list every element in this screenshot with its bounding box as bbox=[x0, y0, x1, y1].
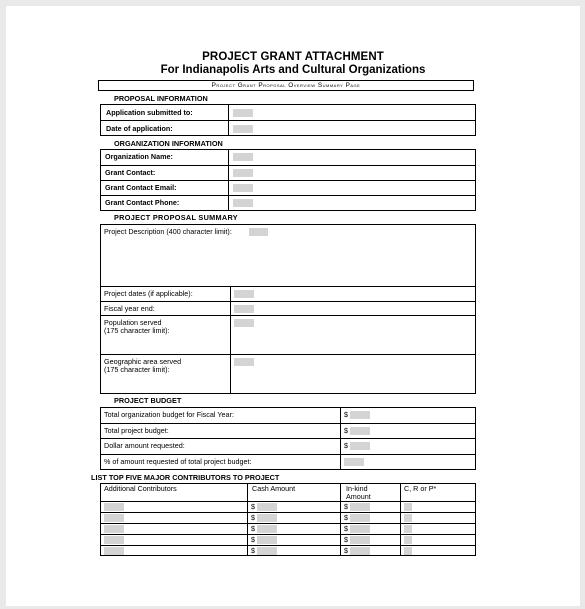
contributors-col-inkind-2: Amount bbox=[346, 492, 371, 501]
contributors-col-type: C, R or P* bbox=[404, 484, 437, 493]
org-budget-dollar: $ bbox=[344, 410, 348, 419]
organization-name-field[interactable] bbox=[233, 153, 253, 161]
amount-requested-field[interactable] bbox=[350, 442, 370, 450]
contributor-2-cash[interactable] bbox=[257, 514, 277, 522]
project-budget-heading: PROJECT BUDGET bbox=[114, 396, 182, 405]
org-budget-label: Total organization budget for Fiscal Year: bbox=[104, 410, 234, 419]
grant-contact-phone-label: Grant Contact Phone: bbox=[105, 198, 180, 207]
document-title: PROJECT GRANT ATTACHMENT bbox=[202, 51, 384, 63]
geographic-area-label: Geographic area served bbox=[104, 357, 182, 366]
date-of-application-field[interactable] bbox=[233, 125, 253, 133]
grant-contact-label: Grant Contact: bbox=[105, 168, 156, 177]
contributor-5-inkind[interactable] bbox=[350, 547, 370, 555]
contributor-3-cash[interactable] bbox=[257, 525, 277, 533]
contributor-2-type[interactable] bbox=[404, 514, 412, 522]
organization-name-label: Organization Name: bbox=[105, 152, 173, 161]
grant-contact-phone-field[interactable] bbox=[233, 199, 253, 207]
contributor-2-name[interactable] bbox=[104, 514, 124, 522]
project-summary-heading: PROJECT PROPOSAL SUMMARY bbox=[114, 213, 238, 222]
contributor-1-cash-dollar: $ bbox=[251, 502, 255, 511]
contributor-2-inkind-dollar: $ bbox=[344, 513, 348, 522]
contributor-3-inkind-dollar: $ bbox=[344, 524, 348, 533]
contributor-3-type[interactable] bbox=[404, 525, 412, 533]
contributor-1-inkind[interactable] bbox=[350, 503, 370, 511]
date-of-application-label: Date of application: bbox=[106, 124, 173, 133]
contributor-3-cash-dollar: $ bbox=[251, 524, 255, 533]
contributor-5-cash[interactable] bbox=[257, 547, 277, 555]
contributor-1-type[interactable] bbox=[404, 503, 412, 511]
geographic-limit-label: (175 character limit): bbox=[104, 365, 170, 374]
contributor-4-cash[interactable] bbox=[257, 536, 277, 544]
fiscal-year-end-label: Fiscal year end: bbox=[104, 304, 155, 313]
population-served-field[interactable] bbox=[234, 319, 254, 327]
geographic-area-field[interactable] bbox=[234, 358, 254, 366]
contributor-3-inkind[interactable] bbox=[350, 525, 370, 533]
contributors-heading: LIST TOP FIVE MAJOR CONTRIBUTORS TO PROJECT bbox=[91, 473, 280, 482]
grant-contact-field[interactable] bbox=[233, 169, 253, 177]
amount-requested-dollar: $ bbox=[344, 441, 348, 450]
contributor-2-cash-dollar: $ bbox=[251, 513, 255, 522]
contributors-col-name: Additional Contributors bbox=[104, 484, 177, 493]
application-submitted-field[interactable] bbox=[233, 109, 253, 117]
project-dates-label: Project dates (if applicable): bbox=[104, 289, 193, 298]
project-budget-field[interactable] bbox=[350, 427, 370, 435]
contributor-5-inkind-dollar: $ bbox=[344, 546, 348, 555]
project-budget-label: Total project budget: bbox=[104, 426, 169, 435]
contributor-4-inkind-dollar: $ bbox=[344, 535, 348, 544]
grant-contact-email-label: Grant Contact Email: bbox=[105, 183, 177, 192]
percent-requested-label: % of amount requested of total project budget: bbox=[104, 457, 252, 466]
summary-page-band: Project Grant Proposal Overview Summary Page bbox=[98, 80, 474, 91]
contributor-1-cash[interactable] bbox=[257, 503, 277, 511]
contributor-2-inkind[interactable] bbox=[350, 514, 370, 522]
project-description-label: Project Description (400 character limit): bbox=[104, 227, 232, 236]
percent-requested-field[interactable] bbox=[344, 458, 364, 466]
contributor-4-inkind[interactable] bbox=[350, 536, 370, 544]
fiscal-year-end-field[interactable] bbox=[234, 305, 254, 313]
grant-contact-email-field[interactable] bbox=[233, 184, 253, 192]
contributor-4-name[interactable] bbox=[104, 536, 124, 544]
contributors-col-inkind-1: In-kind bbox=[346, 484, 368, 493]
contributor-3-name[interactable] bbox=[104, 525, 124, 533]
org-budget-field[interactable] bbox=[350, 411, 370, 419]
document-page bbox=[6, 6, 580, 606]
organization-info-heading: ORGANIZATION INFORMATION bbox=[114, 139, 223, 148]
application-submitted-label: Application submitted to: bbox=[106, 108, 193, 117]
contributor-5-cash-dollar: $ bbox=[251, 546, 255, 555]
contributors-col-cash: Cash Amount bbox=[252, 484, 296, 493]
contributor-1-name[interactable] bbox=[104, 503, 124, 511]
proposal-info-heading: PROPOSAL INFORMATION bbox=[114, 94, 208, 103]
contributor-1-inkind-dollar: $ bbox=[344, 502, 348, 511]
contributor-4-cash-dollar: $ bbox=[251, 535, 255, 544]
project-description-field[interactable] bbox=[249, 228, 268, 236]
population-served-label: Population served bbox=[104, 318, 162, 327]
project-dates-field[interactable] bbox=[234, 290, 254, 298]
project-budget-dollar: $ bbox=[344, 426, 348, 435]
population-limit-label: (175 character limit): bbox=[104, 326, 170, 335]
amount-requested-label: Dollar amount requested: bbox=[104, 441, 185, 450]
document-subtitle: For Indianapolis Arts and Cultural Organizations bbox=[160, 64, 426, 76]
contributor-4-type[interactable] bbox=[404, 536, 412, 544]
contributor-5-type[interactable] bbox=[404, 547, 412, 555]
contributor-5-name[interactable] bbox=[104, 547, 124, 555]
